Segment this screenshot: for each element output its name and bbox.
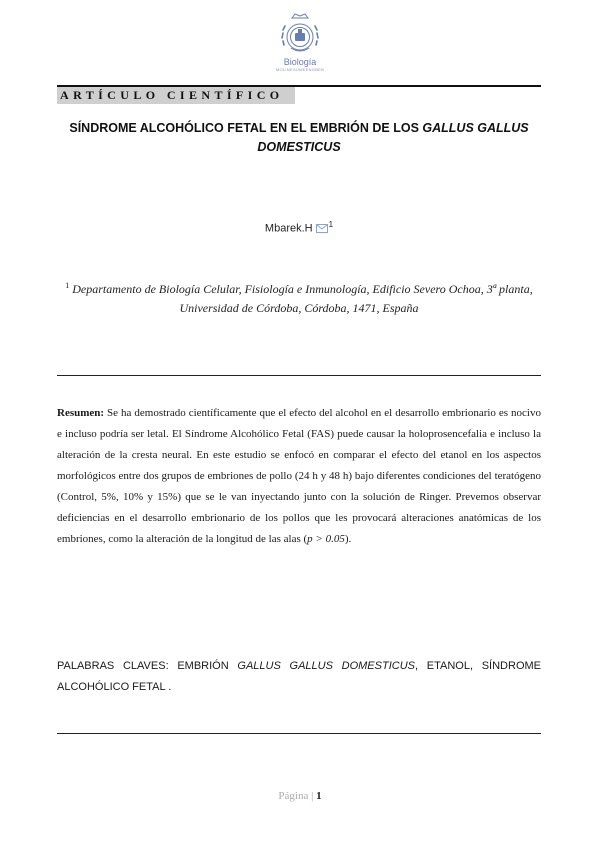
envelope-icon[interactable] (316, 224, 328, 236)
abstract-text: Se ha demostrado científicamente que el efecto del alcohol en el desarrollo embrionario es nocivo e incluso podría ser letal. El Síndrome Alcohólico Fetal (FAS) puede causar la holoprosencefalia e incluso la alteración de la cresta neural. En este estudio se enfocó en comparar el efecto del etanol en los aspectos morfológicos entre dos grupos de embriones de pollo (24 h y 48 h) bajo diferentes condiciones del teratógeno (Control, 5%, 10% y 15%) que se le van inyectando junto con la solución de Ringer. Prevemos observar deficiencias en el desarrollo embrionario de los pollos que les provocará alteraciones anatómicas de los embriones, como la alteración de la longitud de las alas ( (57, 407, 541, 545)
paper-title (57, 119, 541, 157)
university-seal-icon (277, 12, 323, 56)
title-species: GALLUS GALLUS DOMESTICUS (257, 121, 529, 154)
keywords-species: GALLUS GALLUS DOMESTICUS (237, 660, 415, 672)
biologia-logo (272, 12, 328, 72)
logo-name: Biología (283, 57, 317, 67)
abstract-stat: p > 0.05 (307, 533, 345, 545)
author-name: Mbarek.H (264, 222, 313, 235)
abstract-label: Resumen: (57, 407, 105, 419)
affiliation-text: Departamento de Biología Celular, Fisiología e Inmunología, Edificio Severo Ochoa, 3ª planta, Universidad de Córdoba, Córdoba, 1471, España (72, 282, 533, 315)
divider-bottom (57, 733, 541, 734)
keywords-rest: , ETANOL, SÍNDROME ALCOHÓLICO FETAL . (57, 660, 541, 693)
title-text: SÍNDROME ALCOHÓLICO FETAL EN EL EMBRIÓN DE LOS (69, 121, 423, 135)
abstract-end: ). (344, 533, 352, 545)
affiliation-mark: 1 (65, 281, 70, 290)
page-footer (0, 790, 600, 802)
keywords-label: PALABRAS CLAVES: EMBRIÓN (57, 660, 238, 672)
author-affiliation-mark: 1 (328, 220, 334, 229)
divider-top (57, 375, 541, 376)
keywords (57, 656, 541, 698)
abstract (57, 403, 541, 550)
affiliation (57, 276, 541, 318)
page-label: Página | (278, 790, 314, 802)
page-number: 1 (316, 790, 322, 802)
author-line (57, 220, 541, 236)
logo-subtitle: MOLINESUMEENGBEB (275, 67, 325, 72)
section-label: ARTÍCULO CIENTÍFICO (57, 87, 295, 104)
